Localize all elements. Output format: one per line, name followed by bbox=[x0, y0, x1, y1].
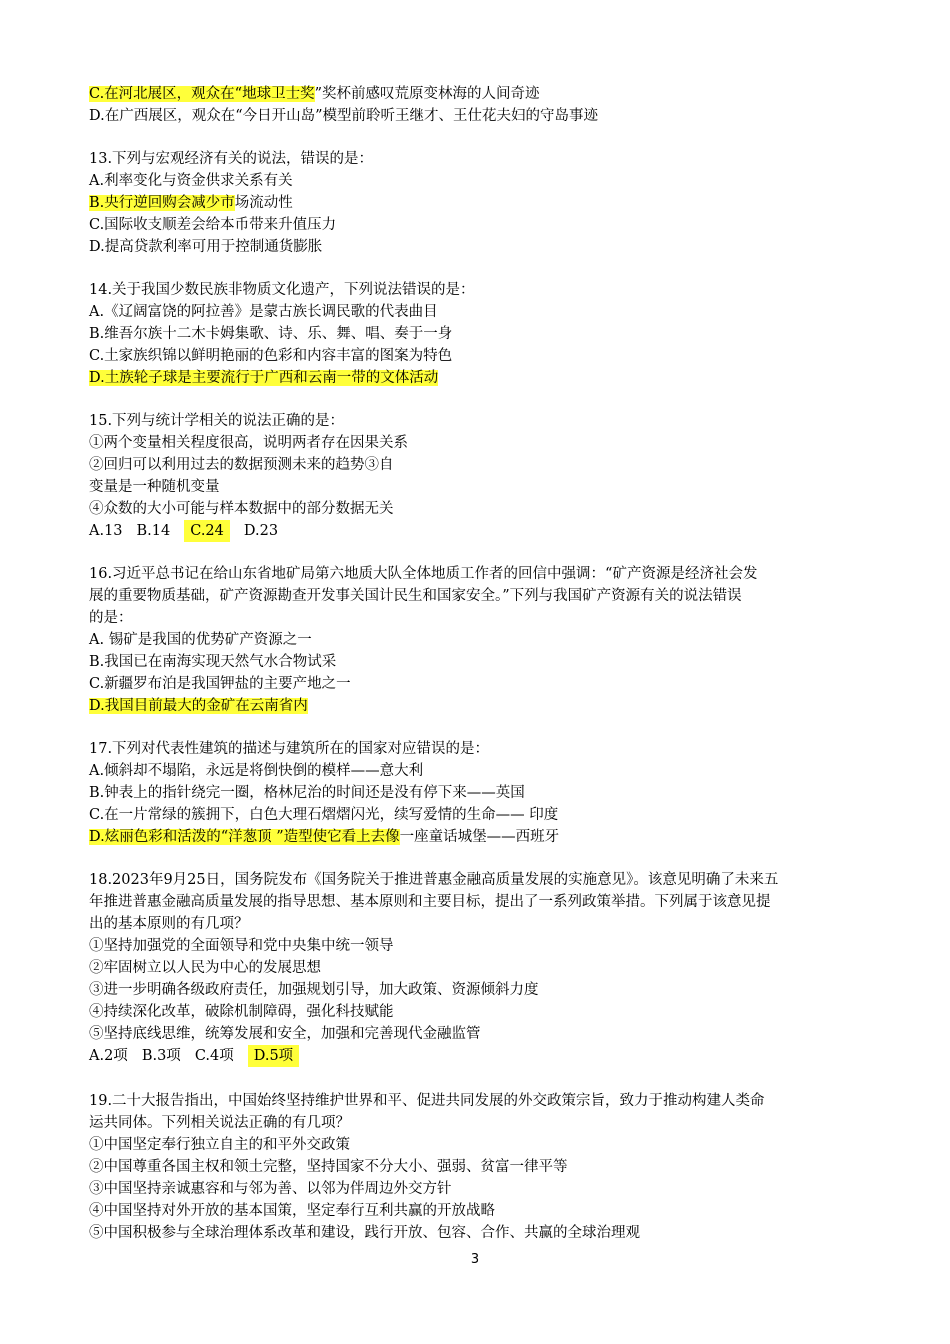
highlighted-text: D.我国目前最大的金矿在云南省内 bbox=[89, 698, 308, 714]
line-text: ⑤坚持底线思维，统筹发展和安全，加强和完善现代金融监管 bbox=[89, 1026, 481, 1042]
answer-option: C.24 bbox=[184, 520, 230, 542]
line-text: ②牢固树立以人民为中心的发展思想 bbox=[89, 960, 321, 976]
text-line bbox=[89, 673, 351, 695]
line-text: ②中国尊重各国主权和领土完整，坚持国家不分大小、强弱、贫富一律平等 bbox=[89, 1159, 568, 1175]
text-line bbox=[89, 498, 394, 520]
line-text: 13.下列与宏观经济有关的说法，错误的是： bbox=[89, 151, 374, 167]
line-text: C.在一片常绿的簇拥下，白色大理石熠熠闪光，续写爱情的生命—— 印度 bbox=[89, 807, 559, 823]
text-line bbox=[89, 760, 423, 782]
text-line bbox=[89, 804, 558, 826]
text-line bbox=[89, 563, 757, 585]
line-text: B.钟表上的指针绕完一圈，格林尼治的时间还是没有停下来——英国 bbox=[89, 785, 525, 801]
text-line bbox=[89, 869, 778, 891]
text-line bbox=[89, 301, 438, 323]
text-line bbox=[89, 1222, 640, 1244]
line-text: ”奖杯前感叹荒原变林海的人间奇迹 bbox=[314, 86, 540, 102]
line-text: 年推进普惠金融高质量发展的指导思想、基本原则和主要目标，提出了一系列政策举措。下列属于该意见提 bbox=[89, 894, 771, 910]
text-line bbox=[89, 236, 322, 258]
text-line bbox=[89, 214, 336, 236]
line-text: 19.二十大报告指出，中国始终坚持维护世界和平、促进共同发展的外交政策宗旨，致力于推动构建人类命 bbox=[89, 1093, 765, 1109]
line-text: D.提高贷款利率可用于控制通货膨胀 bbox=[89, 239, 323, 255]
answer-option: A.13 bbox=[89, 523, 123, 539]
answer-option: C.4项 bbox=[194, 1048, 234, 1064]
q15-options bbox=[89, 520, 292, 542]
line-text: B.我国已在南海实现天然气水合物试采 bbox=[89, 654, 337, 670]
text-line bbox=[89, 1200, 495, 1222]
line-text: ①中国坚定奉行独立自主的和平外交政策 bbox=[89, 1137, 350, 1153]
highlighted-text: D.炫丽色彩和活泼的“洋葱顶 ”造型使它看上去像 bbox=[89, 829, 400, 845]
answer-option: D.23 bbox=[243, 523, 279, 539]
text-line bbox=[89, 738, 489, 760]
text-line bbox=[89, 585, 742, 607]
line-text: A. 锡矿是我国的优势矿产资源之一 bbox=[89, 632, 312, 648]
text-line bbox=[89, 979, 539, 1001]
highlighted-text: C.在河北展区，观众在“地球卫士奖 bbox=[89, 86, 315, 102]
line-text: 15.下列与统计学相关的说法正确的是： bbox=[89, 413, 345, 429]
line-text: C.新疆罗布泊是我国钾盐的主要产地之一 bbox=[89, 676, 351, 692]
line-text: C.国际收支顺差会给本币带来升值压力 bbox=[89, 217, 337, 233]
text-line bbox=[89, 651, 336, 673]
text-line bbox=[89, 345, 452, 367]
text-line bbox=[89, 279, 475, 301]
page-number: 3 bbox=[470, 1252, 480, 1267]
highlighted-text: D.土族轮子球是主要流行于广西和云南一带的文体活动 bbox=[89, 370, 439, 386]
line-text: 16.习近平总书记在给山东省地矿局第六地质大队全体地质工作者的回信中强调：“矿产资源是经济社会发 bbox=[89, 566, 758, 582]
text-line bbox=[89, 410, 344, 432]
line-text: ①两个变量相关程度很高，说明两者存在因果关系 bbox=[89, 435, 408, 451]
line-text: 场流动性 bbox=[234, 195, 293, 211]
answer-option: B.3项 bbox=[141, 1048, 181, 1064]
line-text: 17.下列对代表性建筑的描述与建筑所在的国家对应错误的是： bbox=[89, 741, 490, 757]
text-line bbox=[89, 1156, 568, 1178]
text-line bbox=[89, 782, 525, 804]
text-line bbox=[89, 170, 293, 192]
text-line bbox=[89, 1090, 765, 1112]
line-text: D.在广西展区，观众在“今日开山岛”模型前聆听王继才、王仕花夫妇的守岛事迹 bbox=[89, 108, 599, 124]
line-text: A.倾斜却不塌陷，永远是将倒快倒的模样——意大利 bbox=[89, 763, 424, 779]
text-line bbox=[89, 1023, 481, 1045]
text-line bbox=[89, 432, 408, 454]
text-line bbox=[89, 454, 394, 476]
text-line bbox=[89, 607, 133, 629]
text-line bbox=[89, 367, 438, 389]
text-line bbox=[89, 1112, 350, 1134]
line-text: ②回归可以利用过去的数据预测未来的趋势③自 bbox=[89, 457, 394, 473]
line-text: 出的基本原则的有几项？ bbox=[89, 916, 249, 932]
text-line bbox=[89, 1001, 394, 1023]
answer-option: A.2项 bbox=[89, 1048, 128, 1064]
line-text: ⑤中国积极参与全球治理体系改革和建设，践行开放、包容、合作、共赢的全球治理观 bbox=[89, 1225, 640, 1241]
highlighted-text: B.央行逆回购会减少市 bbox=[89, 195, 235, 211]
line-text: 18.2023年9月25日，国务院发布《国务院关于推进普惠金融高质量发展的实施意见》。该意见明确了未来五 bbox=[89, 872, 779, 888]
text-line bbox=[89, 323, 452, 345]
text-line bbox=[89, 913, 249, 935]
q18-options bbox=[89, 1045, 313, 1067]
line-text: A.《辽阔富饶的阿拉善》是蒙古族长调民歌的代表曲目 bbox=[89, 304, 438, 320]
text-line bbox=[89, 1178, 452, 1200]
text-line bbox=[89, 105, 598, 127]
line-text: ③进一步明确各级政府责任，加强规划引导，加大政策、资源倾斜力度 bbox=[89, 982, 539, 998]
text-line bbox=[89, 148, 373, 170]
line-text: 的是： bbox=[89, 610, 133, 626]
line-text: B.维吾尔族十二木卡姆集歌、诗、乐、舞、唱、奏于一身 bbox=[89, 326, 453, 342]
text-line bbox=[89, 192, 293, 214]
line-text: ④中国坚持对外开放的基本国策，坚定奉行互利共赢的开放战略 bbox=[89, 1203, 495, 1219]
line-text: 一座童话城堡——西班牙 bbox=[399, 829, 560, 845]
text-line bbox=[89, 476, 220, 498]
text-line bbox=[89, 695, 308, 717]
line-text: 展的重要物质基础，矿产资源勘查开发事关国计民生和国家安全。”下列与我国矿产资源有关的说法错误 bbox=[89, 588, 742, 604]
line-text: C.土家族织锦以鲜明艳丽的色彩和内容丰富的图案为特色 bbox=[89, 348, 453, 364]
line-text: 运共同体。下列相关说法正确的有几项？ bbox=[89, 1115, 350, 1131]
answer-option: B.14 bbox=[136, 523, 171, 539]
line-text: ④持续深化改革，破除机制障碍，强化科技赋能 bbox=[89, 1004, 394, 1020]
text-line bbox=[89, 1134, 350, 1156]
line-text: ③中国坚持亲诚惠容和与邻为善、以邻为伴周边外交方针 bbox=[89, 1181, 452, 1197]
line-text: A.利率变化与资金供求关系有关 bbox=[89, 173, 293, 189]
text-line bbox=[89, 957, 321, 979]
line-text: ①坚持加强党的全面领导和党中央集中统一领导 bbox=[89, 938, 394, 954]
line-text: ④众数的大小可能与样本数据中的部分数据无关 bbox=[89, 501, 394, 517]
line-text: 14.关于我国少数民族非物质文化遗产，下列说法错误的是： bbox=[89, 282, 475, 298]
text-line bbox=[89, 629, 312, 651]
answer-option: D.5项 bbox=[248, 1045, 299, 1067]
text-line bbox=[89, 826, 559, 848]
text-line bbox=[89, 935, 394, 957]
text-line bbox=[89, 83, 540, 105]
text-line bbox=[89, 891, 771, 913]
line-text: 变量是一种随机变量 bbox=[89, 479, 220, 495]
